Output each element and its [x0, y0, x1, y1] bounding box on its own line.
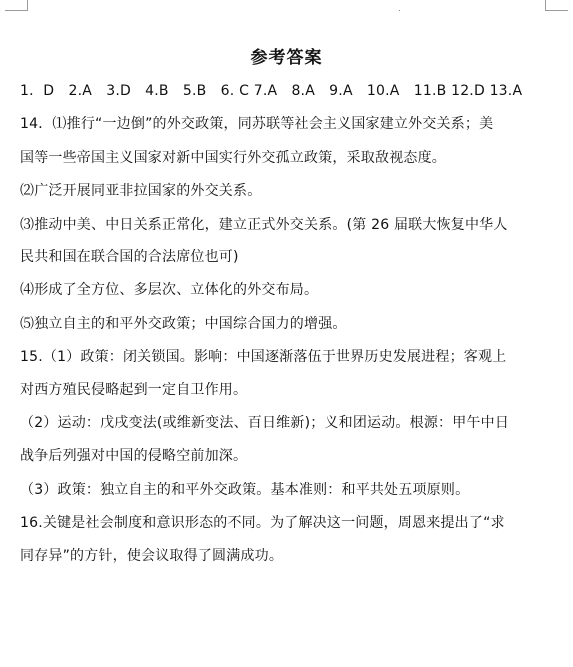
- answer-line-16-cont: 同存异”的方针，使会议取得了圆满成功。: [20, 548, 284, 564]
- answer-line-14-1: 14．⑴推行“一边倒”的外交政策，同苏联等社会主义国家建立外交关系；美: [20, 116, 494, 132]
- answer-line-mc: 1．D 2.A 3.D 4.B 5.B 6. C 7.A 8.A 9.A 10.A 11.B 12.D 13.A: [20, 83, 523, 99]
- answer-line-14-4: ⑷形成了全方位、多层次、立体化的外交布局。: [20, 282, 319, 298]
- answer-line-14-2: ⑵广泛开展同亚非拉国家的外交关系。: [20, 183, 262, 199]
- answer-line-15-1-cont: 对西方殖民侵略起到一定自卫作用。: [20, 382, 248, 398]
- answer-line-15-2: （2）运动：戊戌变法(或维新变法、百日维新)；义和团运动。根源：甲午中日: [20, 415, 510, 431]
- answer-line-14-3-cont: 民共和国在联合国的合法席位也可): [20, 249, 239, 265]
- answer-line-14-3: ⑶推动中美、中日关系正常化，建立正式外交关系。(第 26 届联大恢复中华人: [20, 217, 508, 233]
- answer-line-14-1-cont: 国等一些帝国主义国家对新中国实行外交孤立政策，采取敌视态度。: [20, 150, 446, 166]
- answer-line-16: 16.关键是社会制度和意识形态的不同。为了解决这一问题，周恩来提出了“求: [20, 515, 505, 531]
- page-corner-mark-left: [5, 0, 28, 11]
- document-title: 参考答案: [250, 48, 323, 68]
- answer-line-15-2-cont: 战争后列强对中国的侵略空前加深。: [20, 448, 248, 464]
- page-corner-mark-right: [545, 0, 568, 11]
- answer-line-15-3: （3）政策：独立自主的和平外交政策。基本准则：和平共处五项原则。: [20, 482, 470, 498]
- answer-line-14-5: ⑸独立自主的和平外交政策；中国综合国力的增强。: [20, 316, 347, 332]
- answer-line-15-1: 15.（1）政策：闭关锁国。影响：中国逐渐落伍于世界历史发展进程；客观上: [20, 349, 507, 365]
- page-dot-mark: [399, 10, 400, 11]
